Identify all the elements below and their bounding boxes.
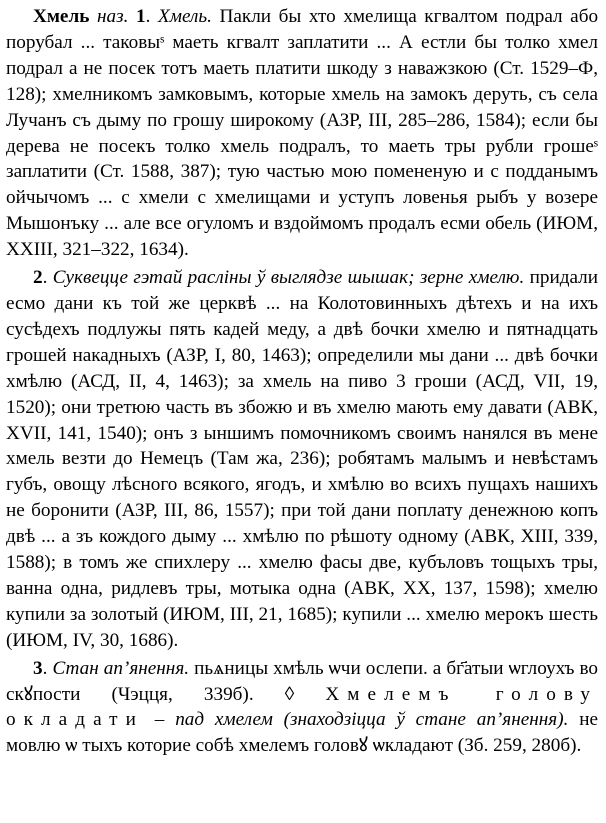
sense-1-paragraph: Хмель наз. 1. Хмель. Пакли бы хто хмелища кгвалтом подрал або порубал ... таковыˢ маеть кгвалт заплатити ... А естли бы толко хмел подрал а не посек тотъ маеть платити шкоду з наважзкою (Ст. 1529–Ф, 128); хмелникомъ замковымъ, которые хмель на замокъ деруть, съ села Лучанъ съ дыму по грошу широкому (АЗР, III, 285–286, 1584); если бы дерева не посекъ толко хмель подралъ, то маеть тры рубли грошеˢ заплатити (Ст. 1588, 387); тую частью мою помененую и с подданымъ ойчычомъ ... с хмели с хмелищами и уступъ ловенья рыбъ у возере Мышонъку ... але все огуломъ и вздоймомъ продалъ есми обель (ИЮМ, XXIII, 321–322, 1634). [6, 6, 599, 261]
sense-2-number: 2 [33, 267, 43, 289]
sense-1-number: 1 [135, 6, 146, 27]
phraseological-gloss: пад хмелем (знаходзіцца ў стане ап’янення). [175, 709, 569, 731]
sense-2-definition: Суквецце гэтай расліны ў выглядзе шышак; зерне хмелю. [52, 267, 525, 289]
grammar-label: наз. [96, 6, 129, 27]
sense-3-citation-a: пьѧницы хмѣль ѡчи ослепи. а бг҃атыи ѡглоухъ во скꙋпости (Чэцця, 339б). [6, 657, 599, 705]
sense-1-citations: Пакли бы хто хмелища кгвалтом подрал або порубал ... таковыˢ маеть кгвалт заплатити ... А естли бы толко хмел подрал а не посек тотъ маеть платити шкоду з наважзкою (Ст. 1529–Ф, 128); хмелникомъ замковымъ, которые хмель на замокъ деруть, съ села Лучанъ съ дыму по грошу широкому (АЗР, III, 285–286, 1584); если бы дерева не посекъ толко хмель подралъ, то маеть тры рубли грошеˢ заплатити (Ст. 1588, 387); тую частью мою помененую и с подданымъ ойчычомъ ... с хмели с хмелищами и уступъ ловенья рыбъ у возере Мышонъку ... але все огуломъ и вздоймомъ продалъ есми обель (ИЮМ, XXIII, 321–322, 1634). [6, 6, 599, 261]
sense-2-citations: придали есмо дани къ той же церквѣ ... на Колотовинныхъ дѣтехъ и на ихъ сусѣдехъ подлужы пять кадей меду, а двѣ бочки хмелю и пятнадцать грошей накадныхъ (АЗР, I, 80, 1463); определили мы дани ... двѣ бочки хмѣлю (АСД, II, 4, 1463); за хмель на пиво 3 гроши (АСД, VII, 19, 1520); они третюю часть въ збожю и въ хмелю мають ему давати (АВК, XVII, 141, 1540); онъ з ыншимъ помочникомъ своимъ нанялся въ мене хмель везти до Немецъ (Там жа, 236); робятамъ малымъ и невѣстамъ губъ, овощу лѣсного всякого, ягодъ, и хмѣлю во всихъ пущахъ нашихъ не боронити (АЗР, III, 86, 1557); при той дани поплату денежною копъ двѣ ... а зъ кождого дыму ... хмѣлю по рѣшоту одному (АВК, XIII, 339, 1588); в томъ же спихлеру ... хмелю фасы две, кубъловъ тощыхъ тры, ванна одна, ридлевъ тры, мотыка одна (АВК, XX, 137, 1598); хмелю купили за золотый (ИЮМ, III, 21, 1685); купили ... хмелю мерокъ шесть (ИЮМ, IV, 30, 1686). [6, 267, 599, 651]
headword: Хмель [33, 6, 90, 27]
phraseology-diamond-icon: ◊ [284, 683, 295, 705]
sense-3-number: 3 [33, 657, 43, 679]
phraseological-unit: Хмелемъ голову окладати [6, 683, 598, 731]
sense-1-definition: Хмель. [157, 6, 212, 27]
sense-2-paragraph: 2. Суквецце гэтай расліны ў выглядзе шышак; зерне хмелю. придали есмо дани къ той же церквѣ ... на Колотовинныхъ дѣтехъ и на ихъ сусѣдехъ подлужы пять кадей меду, а двѣ бочки хмелю и пятнадцать грошей накадныхъ (АЗР, I, 80, 1463); определили мы дани ... двѣ бочки хмѣлю (АСД, II, 4, 1463); за хмель на пиво 3 гроши (АСД, VII, 19, 1520); они третюю часть въ збожю и въ хмелю мають ему давати (АВК, XVII, 141, 1540); онъ з ыншимъ помочникомъ своимъ нанялся въ мене хмель везти до Немецъ (Там жа, 236); робятамъ малымъ и невѣстамъ губъ, овощу лѣсного всякого, ягодъ, и хмѣлю во всихъ пущахъ нашихъ не боронити (АЗР, III, 86, 1557); при той дани поплату денежною копъ двѣ ... а зъ кождого дыму ... хмѣлю по рѣшоту одному (АВК, XIII, 339, 1588); в томъ же спихлеру ... хмелю фасы две, кубъловъ тощыхъ тры, ванна одна, ридлевъ тры, мотыка одна (АВК, XX, 137, 1598); хмелю купили за золотый (ИЮМ, III, 21, 1685); купили ... хмелю мерокъ шесть (ИЮМ, IV, 30, 1686). [6, 267, 599, 651]
phrase-dash: – [154, 709, 165, 731]
sense-3-paragraph: 3. Стан ап’янення. пьѧницы хмѣль ѡчи ослепи. а бг҃атыи ѡглоухъ во скꙋпости (Чэцця, 339б). ◊ Хмелемъ голову окладати – пад хмелем (знаходзіцца ў стане ап’янення). не мовлю ѡ тыхъ которие собѣ хмелемъ головꙋ ѡкладают (Зб. 259, 280б). [6, 657, 599, 757]
sense-3-definition: Стан ап’янення. [52, 657, 190, 679]
sense-3-citation-b: не мовлю ѡ тыхъ которие собѣ хмелемъ головꙋ ѡкладают (Зб. 259, 280б). [6, 709, 599, 757]
